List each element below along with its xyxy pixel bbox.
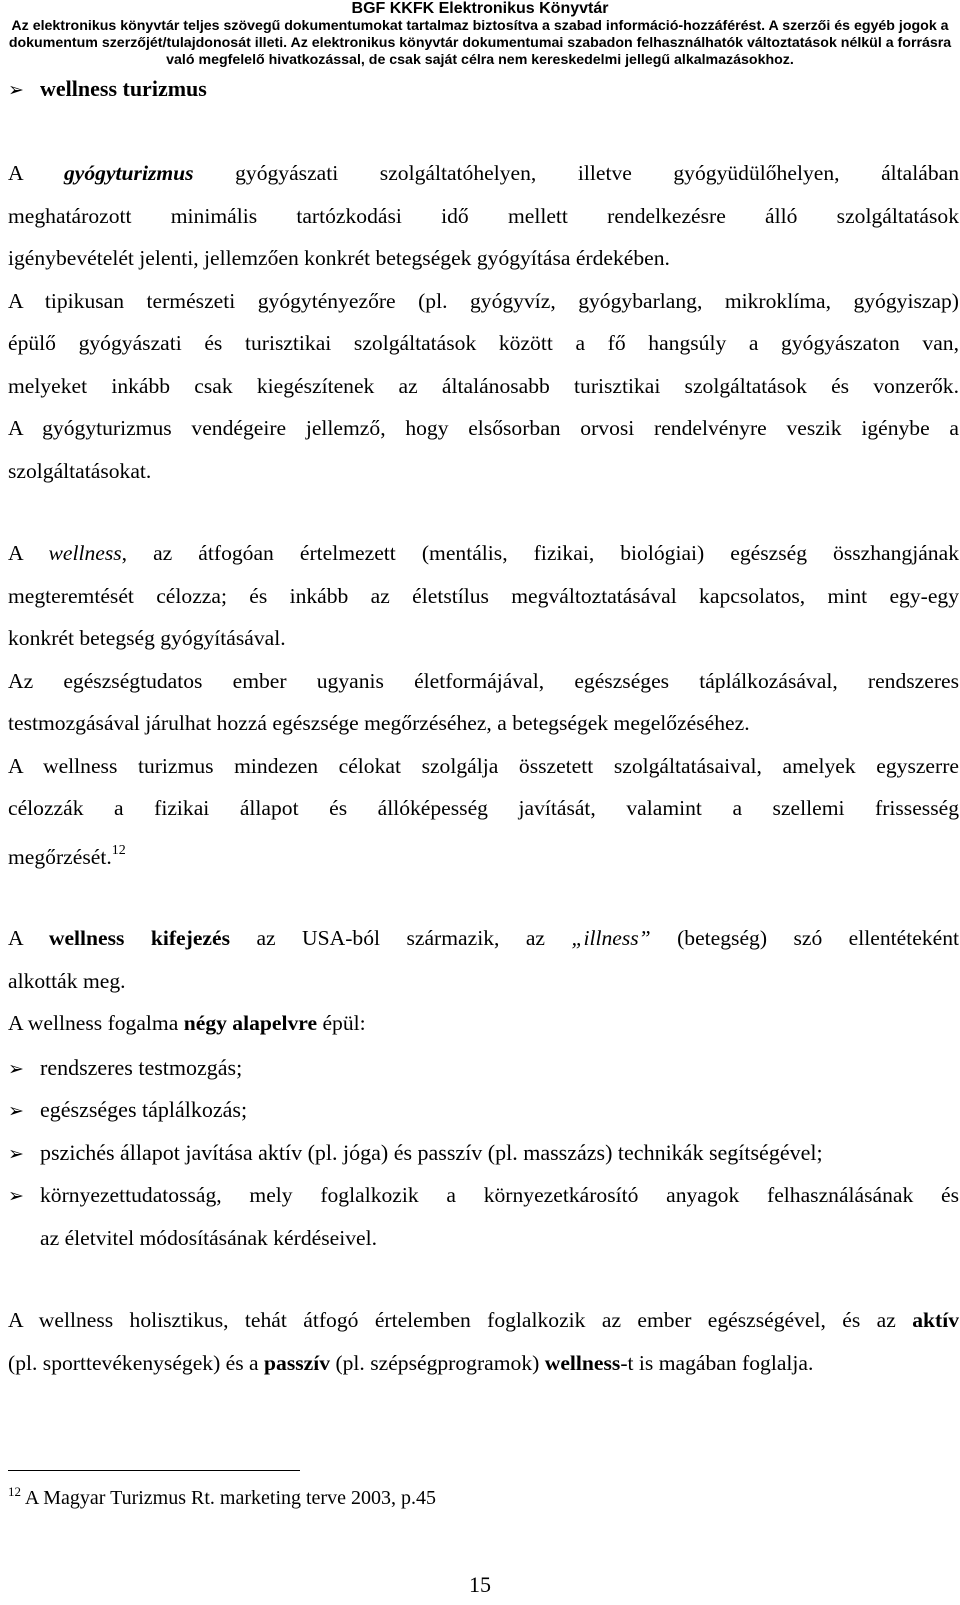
- footnote-number: 12: [8, 1484, 21, 1499]
- footnote: $^{12}$ A Magyar Turizmus Rt. marketing terve 2003, p.45: [8, 1484, 436, 1509]
- list-item: ➢ rendszeres testmozgás;: [8, 1054, 242, 1083]
- list-item: környezettudatosság, mely foglalkozik a környezetkárosító anyagok felhasználásának és az életvitel módosításának kérdéseivel.: [40, 1183, 959, 1250]
- footnote-divider: [8, 1470, 300, 1471]
- term-gyogyturizmus: gyógyturizmus: [63, 161, 194, 185]
- copyright-line-3: való megfelelő hivatkozással, de csak saját célra nem kereskedelmi jellegű alkalmazásokhoz.: [166, 52, 794, 68]
- library-header: [0, 0, 960, 69]
- section-title: [8, 76, 207, 102]
- paragraph-holistic: A wellness holisztikus, tehát átfogó értelemben foglalkozik az ember egészségével, és az aktív (pl. sporttevékenységek) és a passzív (pl. szépségprogramok) wellness-t is magában foglalja.: [8, 1308, 959, 1375]
- page-number: 15: [469, 1572, 491, 1597]
- arrow-bullet-icon: ➢: [8, 79, 24, 101]
- term-wellness: wellness: [48, 541, 122, 565]
- arrow-bullet-icon: ➢: [8, 1143, 24, 1165]
- copyright-line-2: dokumentum szerzőjét/tulajdonosát illeti. Az elektronikus könyvtár dokumentumai szabadon felhasználhatók változtatások nélkül a forrásra: [8, 35, 952, 51]
- section-title-text: wellness turizmus: [40, 76, 207, 101]
- arrow-bullet-icon: ➢: [8, 1185, 24, 1207]
- copyright-line-1: Az elektronikus könyvtár teljes szövegű dokumentumokat tartalmaz biztosítva a szabad információ-hozzáférést. A szerzői és egyéb jogok a: [11, 18, 949, 34]
- paragraph-wellness: A wellness, az átfogóan értelmezett (mentális, fizikai, biológiai) egészség összhangjának megteremtését célozza; és inkább az életstílus megváltoztatásával kapcsolatos, mint egy-egy konkrét betegség gyógyításával. Az egészségtudatos ember ugyanis életformájával, egészséges táplálkozásával, rendszeres testmozgásával járulhat hozzá egészsége megőrzéséhez, a betegségek megelőzéséhez. A wellness turizmus mindezen célokat szolgálja összetett szolgáltatásaival, amelyek egyszerre célozzák a fizikai állapot és állóképesség javítását, valamint a szellemi frissesség megőrzését.$^{12}$: [8, 541, 959, 869]
- library-name: BGF KKFK Elektronikus Könyvtár: [351, 0, 609, 17]
- list-item: ➢ egészséges táplálkozás;: [8, 1096, 247, 1125]
- paragraph-wellness-origin: A wellness kifejezés az USA-ból származik, az „illness” (betegség) szó ellentéteként alkották meg. A wellness fogalma négy alapelvre épül:: [8, 926, 959, 1035]
- arrow-bullet-icon: ➢: [8, 1058, 24, 1080]
- footnote-reference: 12: [111, 842, 126, 858]
- paragraph-gyogyturizmus: A gyógyturizmus gyógyászati szolgáltatóhelyen, illetve gyógyüdülőhelyen, általában meghatározott minimális tartózkodási idő mellett rendelkezésre álló szolgáltatások igénybevételét jelenti, jellemzően konkrét betegségek gyógyítása érdekében. A tipikusan természeti gyógytényezőre (pl. gyógyvíz, gyógybarlang, mikroklíma, gyógyiszap) épülő gyógyászati és turisztikai szolgáltatások között a fő hangsúly a gyógyászaton van, melyeket inkább csak kiegészítenek az általánosabb turisztikai szolgáltatások és vonzerők. A gyógyturizmus vendégeire jellemző, hogy elsősorban orvosi rendelvényre veszik igénybe a szolgáltatásokat.: [8, 161, 959, 483]
- arrow-bullet-icon: ➢: [8, 1100, 24, 1122]
- list-item: ➢ pszichés állapot javítása aktív (pl. jóga) és passzív (pl. masszázs) technikák segítségével;: [8, 1139, 823, 1168]
